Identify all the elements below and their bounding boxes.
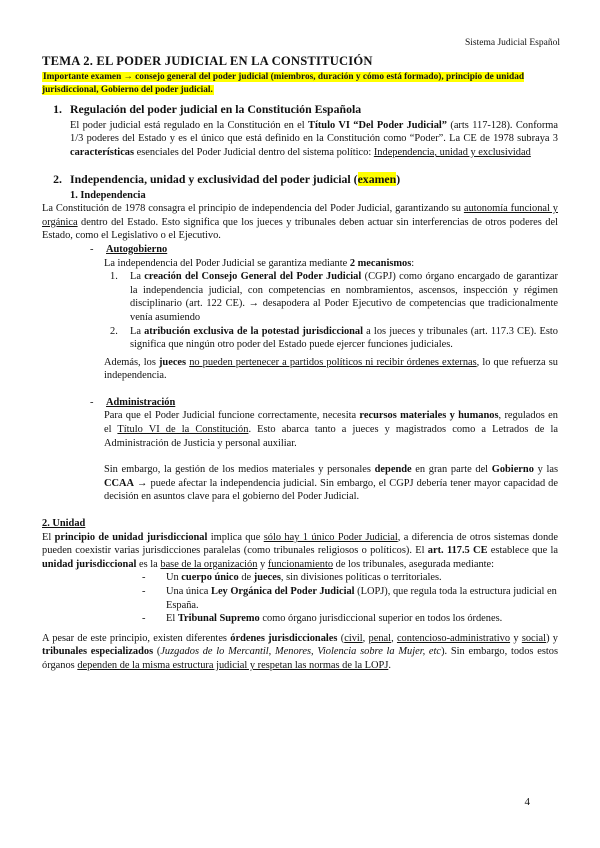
text: ) y bbox=[546, 632, 558, 644]
text: dentro del Estado. Esto significa que los jueces y tribunales deben actuar sin interferencias de otros poderes del Estado, como el Legislativo o el Ejecutivo. bbox=[42, 216, 558, 242]
administracion-paragraph-2 bbox=[104, 463, 558, 504]
text-bold: creación del Consejo General del Poder Judicial bbox=[144, 271, 362, 283]
dash-mark: - bbox=[142, 572, 146, 584]
text: , sin divisiones políticas o territoriales. bbox=[280, 572, 442, 584]
text-underlined: dependen de la misma estructura judicial y respetan las normas de la LOPJ bbox=[77, 659, 389, 671]
text: ( bbox=[337, 632, 345, 644]
unidad-list-item bbox=[142, 612, 558, 626]
text-underlined: autonomía funcional y orgánica bbox=[42, 203, 558, 228]
text-italic: Juzgados de lo Mercantil, Menores, Violencia sobre la Mujer, etc bbox=[160, 646, 442, 658]
text: La independencia del Poder Judicial se garantiza mediante bbox=[104, 257, 350, 269]
text: . Esto abarca tanto a jueces y magistrados como a Letrados de la Administración de Justicia y personal auxiliar. bbox=[104, 424, 558, 449]
autogobierno-intro bbox=[104, 257, 558, 271]
section-title bbox=[70, 172, 400, 187]
section-number: 1. bbox=[53, 101, 62, 116]
text-bold: atribución exclusiva de la potestad jurisdiccional bbox=[144, 325, 364, 337]
section-title: Regulación del poder judicial en la Constitución Española bbox=[70, 101, 362, 116]
text-underlined: sólo hay 1 único Poder Judicial bbox=[263, 531, 398, 543]
text: , bbox=[391, 632, 397, 644]
unidad-list-item bbox=[142, 585, 558, 612]
text: Un bbox=[166, 572, 182, 584]
text: Una única bbox=[166, 586, 212, 597]
text-underlined: penal bbox=[368, 632, 392, 644]
text: como órgano jurisdiccional superior en todos los órdenes. bbox=[259, 613, 503, 625]
text-underlined: contencioso-administrativo bbox=[396, 632, 511, 644]
text: . bbox=[388, 659, 391, 671]
section-1-heading bbox=[42, 102, 558, 117]
unidad-final-paragraph bbox=[42, 632, 558, 673]
text: de los tribunales, asegurada mediante: bbox=[333, 558, 495, 570]
bullet-administracion bbox=[90, 396, 558, 410]
text: , bbox=[362, 632, 369, 644]
list-item bbox=[104, 325, 558, 352]
independencia-paragraph bbox=[42, 202, 558, 243]
subsection-unidad: 2. Unidad bbox=[42, 518, 86, 530]
text-bold: Tribunal Supremo bbox=[177, 613, 260, 625]
text: en gran parte del bbox=[411, 464, 492, 476]
list-number: 2. bbox=[110, 325, 118, 337]
text: , lo que refuerza su independencia. bbox=[104, 356, 558, 382]
list-number: 1. bbox=[110, 271, 118, 283]
autogobierno-closing bbox=[104, 356, 558, 383]
text: El bbox=[42, 531, 55, 543]
unidad-paragraph bbox=[42, 531, 558, 572]
text: A pesar de este principio, existen diferentes bbox=[42, 632, 231, 644]
text-bold: CCAA bbox=[104, 477, 135, 489]
text: y bbox=[510, 632, 522, 644]
page-number: 4 bbox=[524, 796, 530, 808]
text: ) bbox=[396, 171, 401, 186]
bullet-label: Administración bbox=[106, 396, 176, 408]
text-bold: 2 mecanismos bbox=[349, 257, 412, 269]
list-text bbox=[166, 571, 558, 585]
text: (arts 117-128). Conforma 1/3 poderes del Estado y es el único que está definido en la Constitución como “Poder”. La CE de 1978 subraya 3 bbox=[70, 119, 558, 145]
text: Independencia, unidad y exclusividad del poder judicial ( bbox=[70, 171, 358, 186]
text-bold: Gobierno bbox=[491, 464, 534, 476]
list-text bbox=[130, 325, 558, 352]
text: implica que bbox=[207, 531, 264, 543]
text-underlined: social bbox=[521, 632, 547, 644]
text: : bbox=[411, 257, 415, 269]
text: Para que el Poder Judicial funcione correctamente, necesita bbox=[104, 410, 360, 422]
unidad-list-item bbox=[142, 571, 558, 585]
text: (CGPJ) como órgano encargado de garantizar la independencia judicial, con competencias en nombramientos, ascensos, inspección y régimen disciplinario (art. 122 CE). → desapodera al Poder Ejecutivo de competencias que tradicionalmente venía asumiendo bbox=[130, 271, 559, 323]
running-header: Sistema Judicial Español bbox=[465, 38, 560, 48]
text: La bbox=[130, 271, 145, 283]
administracion-paragraph-1 bbox=[104, 409, 558, 450]
section-1-paragraph bbox=[70, 119, 558, 160]
section-number: 2. bbox=[53, 171, 62, 186]
text-underlined: Independencia, unidad y exclusividad bbox=[373, 146, 531, 158]
text-bold: órdenes jurisdiccionales bbox=[230, 632, 338, 644]
text: establece que la bbox=[487, 545, 558, 557]
text: Sin embargo, la gestión de los medios materiales y personales bbox=[104, 464, 375, 476]
text: esenciales del Poder Judicial dentro del sistema político: bbox=[134, 146, 374, 158]
text: (LOPJ), que regula toda la estructura judicial en España. bbox=[166, 586, 557, 611]
text-bold: jueces bbox=[158, 356, 187, 368]
text: a los jueces y tribunales (art. 117.3 CE). Esto significa que ningún otro poder del Estado puede ejercer funciones judiciales. bbox=[130, 325, 558, 351]
bullet-autogobierno bbox=[90, 243, 558, 257]
dash-mark: - bbox=[142, 586, 146, 597]
text: es la bbox=[136, 558, 161, 570]
text: La bbox=[130, 325, 145, 337]
highlighted-note: Importante examen → consejo general del poder judicial (miembros, duración y cómo está formado), principio de unidad jurisdiccional, Gobierno del poder judicial. bbox=[42, 71, 525, 96]
text-bold: art. 117.5 CE bbox=[427, 545, 488, 557]
subsection-independencia: 1. Independencia bbox=[70, 189, 146, 201]
text: ). Sin embargo, todos estos órganos bbox=[42, 646, 558, 671]
exam-note bbox=[42, 70, 558, 97]
text-underlined: civil bbox=[344, 632, 363, 644]
text-bold: principio de unidad jurisdiccional bbox=[54, 531, 208, 543]
text-underlined: Título VI de la Constitución bbox=[117, 424, 249, 436]
text: , a diferencia de otros sistemas donde pueden coexistir varias jurisdicciones paralelas (como tribunales religiosos o políticos). El bbox=[42, 531, 558, 557]
text: → puede afectar la independencia judicial. Sin embargo, el CGPJ debería tener mayor capacidad de decisión en asuntos clave para el gobierno del Poder Judicial. bbox=[104, 477, 558, 503]
text-bold: Ley Orgánica del Poder Judicial bbox=[211, 586, 355, 597]
text-bold: jueces bbox=[253, 572, 281, 584]
text: El bbox=[166, 613, 178, 625]
mechanisms-list bbox=[104, 270, 558, 352]
text: y las bbox=[533, 464, 559, 476]
bullet-label: Autogobierno bbox=[106, 243, 168, 255]
bullet-mark: - bbox=[90, 243, 94, 255]
text-underlined: base de la organización bbox=[160, 558, 258, 570]
page-content bbox=[42, 55, 558, 673]
list-text bbox=[166, 585, 558, 612]
document-title: TEMA 2. EL PODER JUDICIAL EN LA CONSTITUCIÓN bbox=[42, 54, 373, 68]
text-underlined: funcionamiento bbox=[267, 558, 334, 570]
bullet-mark: - bbox=[90, 396, 94, 408]
text-bold: depende bbox=[374, 464, 412, 476]
text-underlined: no pueden pertenecer a partidos políticos ni recibir órdenes externas bbox=[189, 356, 477, 368]
list-text bbox=[166, 612, 558, 626]
text-bold: cuerpo único bbox=[181, 572, 239, 584]
text: La Constitución de 1978 consagra el principio de independencia del Poder Judicial, garantizando su bbox=[42, 203, 464, 215]
text-bold: unidad jurisdiccional bbox=[42, 558, 137, 570]
text: de bbox=[238, 572, 254, 584]
text-bold: Título VI “Del Poder Judicial” bbox=[308, 119, 447, 131]
text-bold: tribunales especializados bbox=[42, 646, 154, 658]
text-bold: características bbox=[70, 146, 135, 158]
list-text bbox=[130, 270, 558, 324]
text: El poder judicial está regulado en la Constitución en el bbox=[70, 119, 309, 131]
section-2-heading bbox=[42, 172, 558, 187]
text: ( bbox=[153, 646, 161, 658]
text-bold: recursos materiales y humanos bbox=[359, 410, 499, 422]
text: , regulados en el bbox=[104, 410, 558, 436]
list-item bbox=[104, 270, 558, 324]
dash-mark: - bbox=[142, 613, 146, 625]
text: y bbox=[257, 558, 268, 570]
exam-highlight: examen bbox=[357, 171, 397, 186]
text: Además, los bbox=[104, 356, 159, 368]
